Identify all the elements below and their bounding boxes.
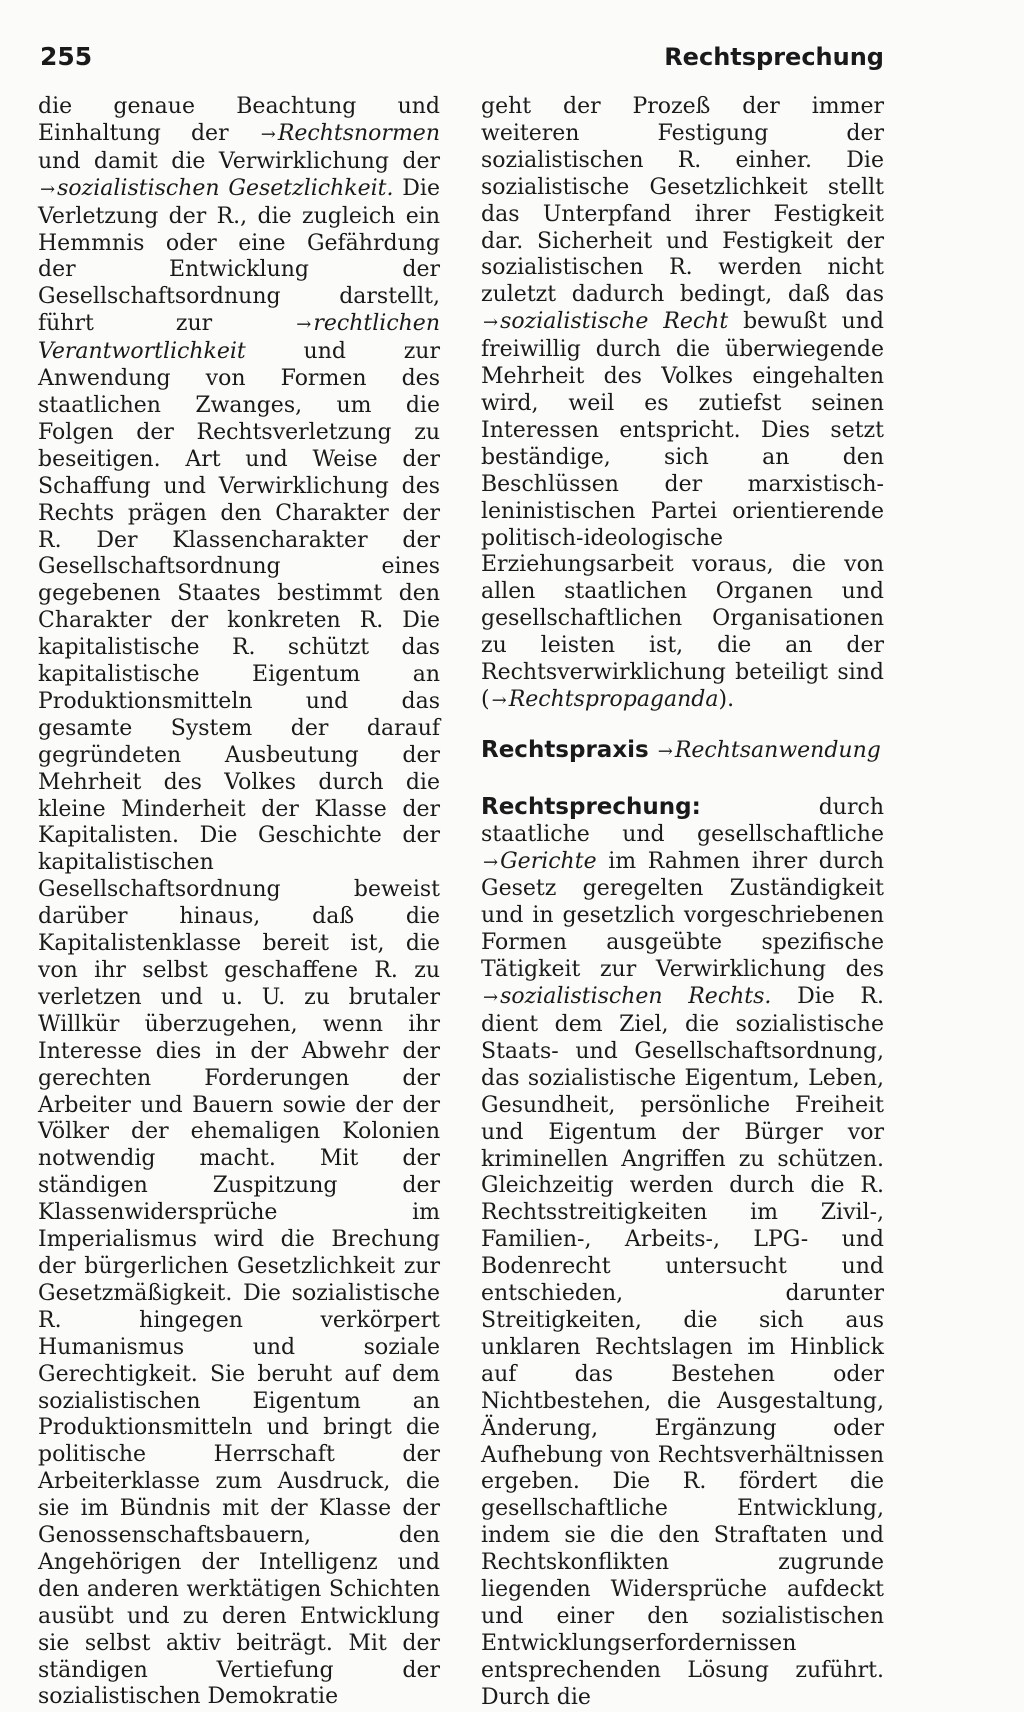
arrow-right-icon: → (483, 851, 499, 873)
entry-rechtsprechung: Rechtsprechung: durch staatliche und gesellschaftliche →Gerichte im Rahmen ihrer durch Gesetz geregelten Zuständigkeit und in gesetzlich vorgeschriebenen Formen ausgeübte spezifische Tätigkeit zur Verwirklichung des →sozialistischen Rechts. Die R. dient dem Ziel, die sozialistische Staats- und Gesellschaftsordnung, das sozialistische Eigentum, Leben, Gesundheit, persönliche Freiheit und Eigentum der Bürger vor kriminellen Angriffen zu schützen. Gleichzeitig werden durch die R. Rechtsstreitigkeiten im Zivil-, Familien-, Arbeits-, LPG- und Bodenrecht untersucht und entschieden, darunter Streitigkeiten, die sich aus unklaren Rechtslagen im Hinblick auf das Bestehen oder Nichtbestehen, die Ausgestaltung, Änderung, Ergänzung oder Aufhebung von Rechtsverhältnissen ergeben. Die R. fördert die gesellschaftliche Entwicklung, indem sie die den Straftaten und Rechtskonflikten zugrunde liegenden Widersprüche aufdeckt und einer den sozialistischen Entwicklungserfordernissen entsprechenden Lösung zuführt. Durch die (481, 793, 884, 1710)
cross-reference: sozialistischen Rechts. (500, 984, 772, 1010)
arrow-right-icon: → (40, 178, 56, 200)
cross-reference: Rechtsanwendung (674, 737, 881, 763)
running-head: Rechtsprechung (664, 43, 884, 71)
entry-continuation-text: geht der Prozeß der immer weiteren Festigung der sozialistischen R. einher. Die sozialistische Gesetzlichkeit stellt das Unterpfand ihrer Festigkeit dar. Sicherheit und Festigkeit der sozialistischen R. werden nicht zuletzt dadurch bedingt, daß das →sozialistische Recht bewußt und freiwillig durch die überwiegende Mehrheit des Volkes eingehalten wird, weil es zutiefst seinen Interessen entspricht. Dies setzt beständige, sich an den Beschlüssen der marxistisch-leninistischen Partei orientierende politisch-ideologische Erziehungsarbeit voraus, die von allen staatlichen Organen und gesellschaftlichen Organisationen zu leisten ist, die an der Rechtsverwirklichung beteiligt sind ( →Rechtspropaganda). (481, 94, 884, 712)
arrow-right-icon: → (491, 689, 507, 711)
arrow-right-icon: → (483, 312, 499, 334)
arrow-right-icon: → (657, 740, 673, 762)
cross-reference: rechtlichen Verantwortlichkeit (38, 311, 440, 365)
entry-continuation-text: die genaue Beachtung und Einhaltung der →Rechtsnormen und damit die Verwirklichung der →sozialistischen Gesetzlichkeit. Die Verletzung der R., die zugleich ein Hemmnis oder eine Gefährdung der Entwicklung der Gesellschaftsordnung darstellt, führt zur →rechtlichen Verantwortlichkeit und zur Anwendung von Formen des staatlichen Zwanges, um die Folgen der Rechtsverletzung zu beseitigen. Art und Weise der Schaffung und Verwirklichung des Rechts prägen den Charakter der R. Der Klassencharakter der Gesellschaftsordnung eines gegebenen Staates bestimmt den Charakter der konkreten R. Die kapitalistische R. schützt das kapitalistische Eigentum an Produktionsmitteln und das gesamte System der darauf gegründeten Ausbeutung der Mehrheit des Volkes durch die kleine Minderheit der Klasse der Kapitalisten. Die Geschichte der kapitalistischen Gesellschaftsordnung beweist darüber hinaus, daß die Kapitalistenklasse bereit ist, die von ihr selbst geschaffene R. zu verletzen und u. U. zu brutaler Willkür überzugehen, wenn ihr Interesse dies in der Abwehr der gerechten Forderungen der Arbeiter und Bauern sowie der der Völker der ehemaligen Kolonien notwendig macht. Mit der ständigen Zuspitzung der Klassenwidersprüche im Imperialismus wird die Brechung der bürgerlichen Gesetzlichkeit zur Gesetzmäßigkeit. Die sozialistische R. hingegen verkörpert Humanismus und soziale Gerechtigkeit. Sie beruht auf dem sozialistischen Eigentum an Produktionsmitteln und bringt die politische Herrschaft der Arbeiterklasse zum Ausdruck, die sie im Bündnis mit der Klasse der Genossenschaftsbauern, den Angehörigen der Intelligenz und den anderen werktätigen Schichten ausübt und zu deren Entwicklung sie selbst aktiv beiträgt. Mit der ständigen Vertiefung der sozialistischen Demokratie (38, 94, 440, 1710)
left-column (38, 94, 440, 1711)
cross-reference: sozialistischen Gesetzlichkeit. (57, 175, 394, 201)
right-column (481, 94, 884, 1712)
arrow-right-icon: → (483, 987, 499, 1009)
page-header (40, 42, 884, 71)
cross-reference: sozialistische Recht (500, 309, 729, 335)
cross-reference: Rechtsnormen (277, 120, 440, 146)
entry-keyword: Rechtspraxis (481, 736, 649, 763)
arrow-right-icon: → (260, 123, 276, 145)
page-number: 255 (40, 42, 93, 71)
cross-reference: Rechtspropaganda (508, 686, 719, 712)
entry-keyword: Rechtsprechung: (481, 793, 701, 820)
arrow-right-icon: → (296, 314, 312, 336)
entry-rechtspraxis (481, 737, 884, 766)
cross-reference: Gerichte (500, 848, 597, 874)
